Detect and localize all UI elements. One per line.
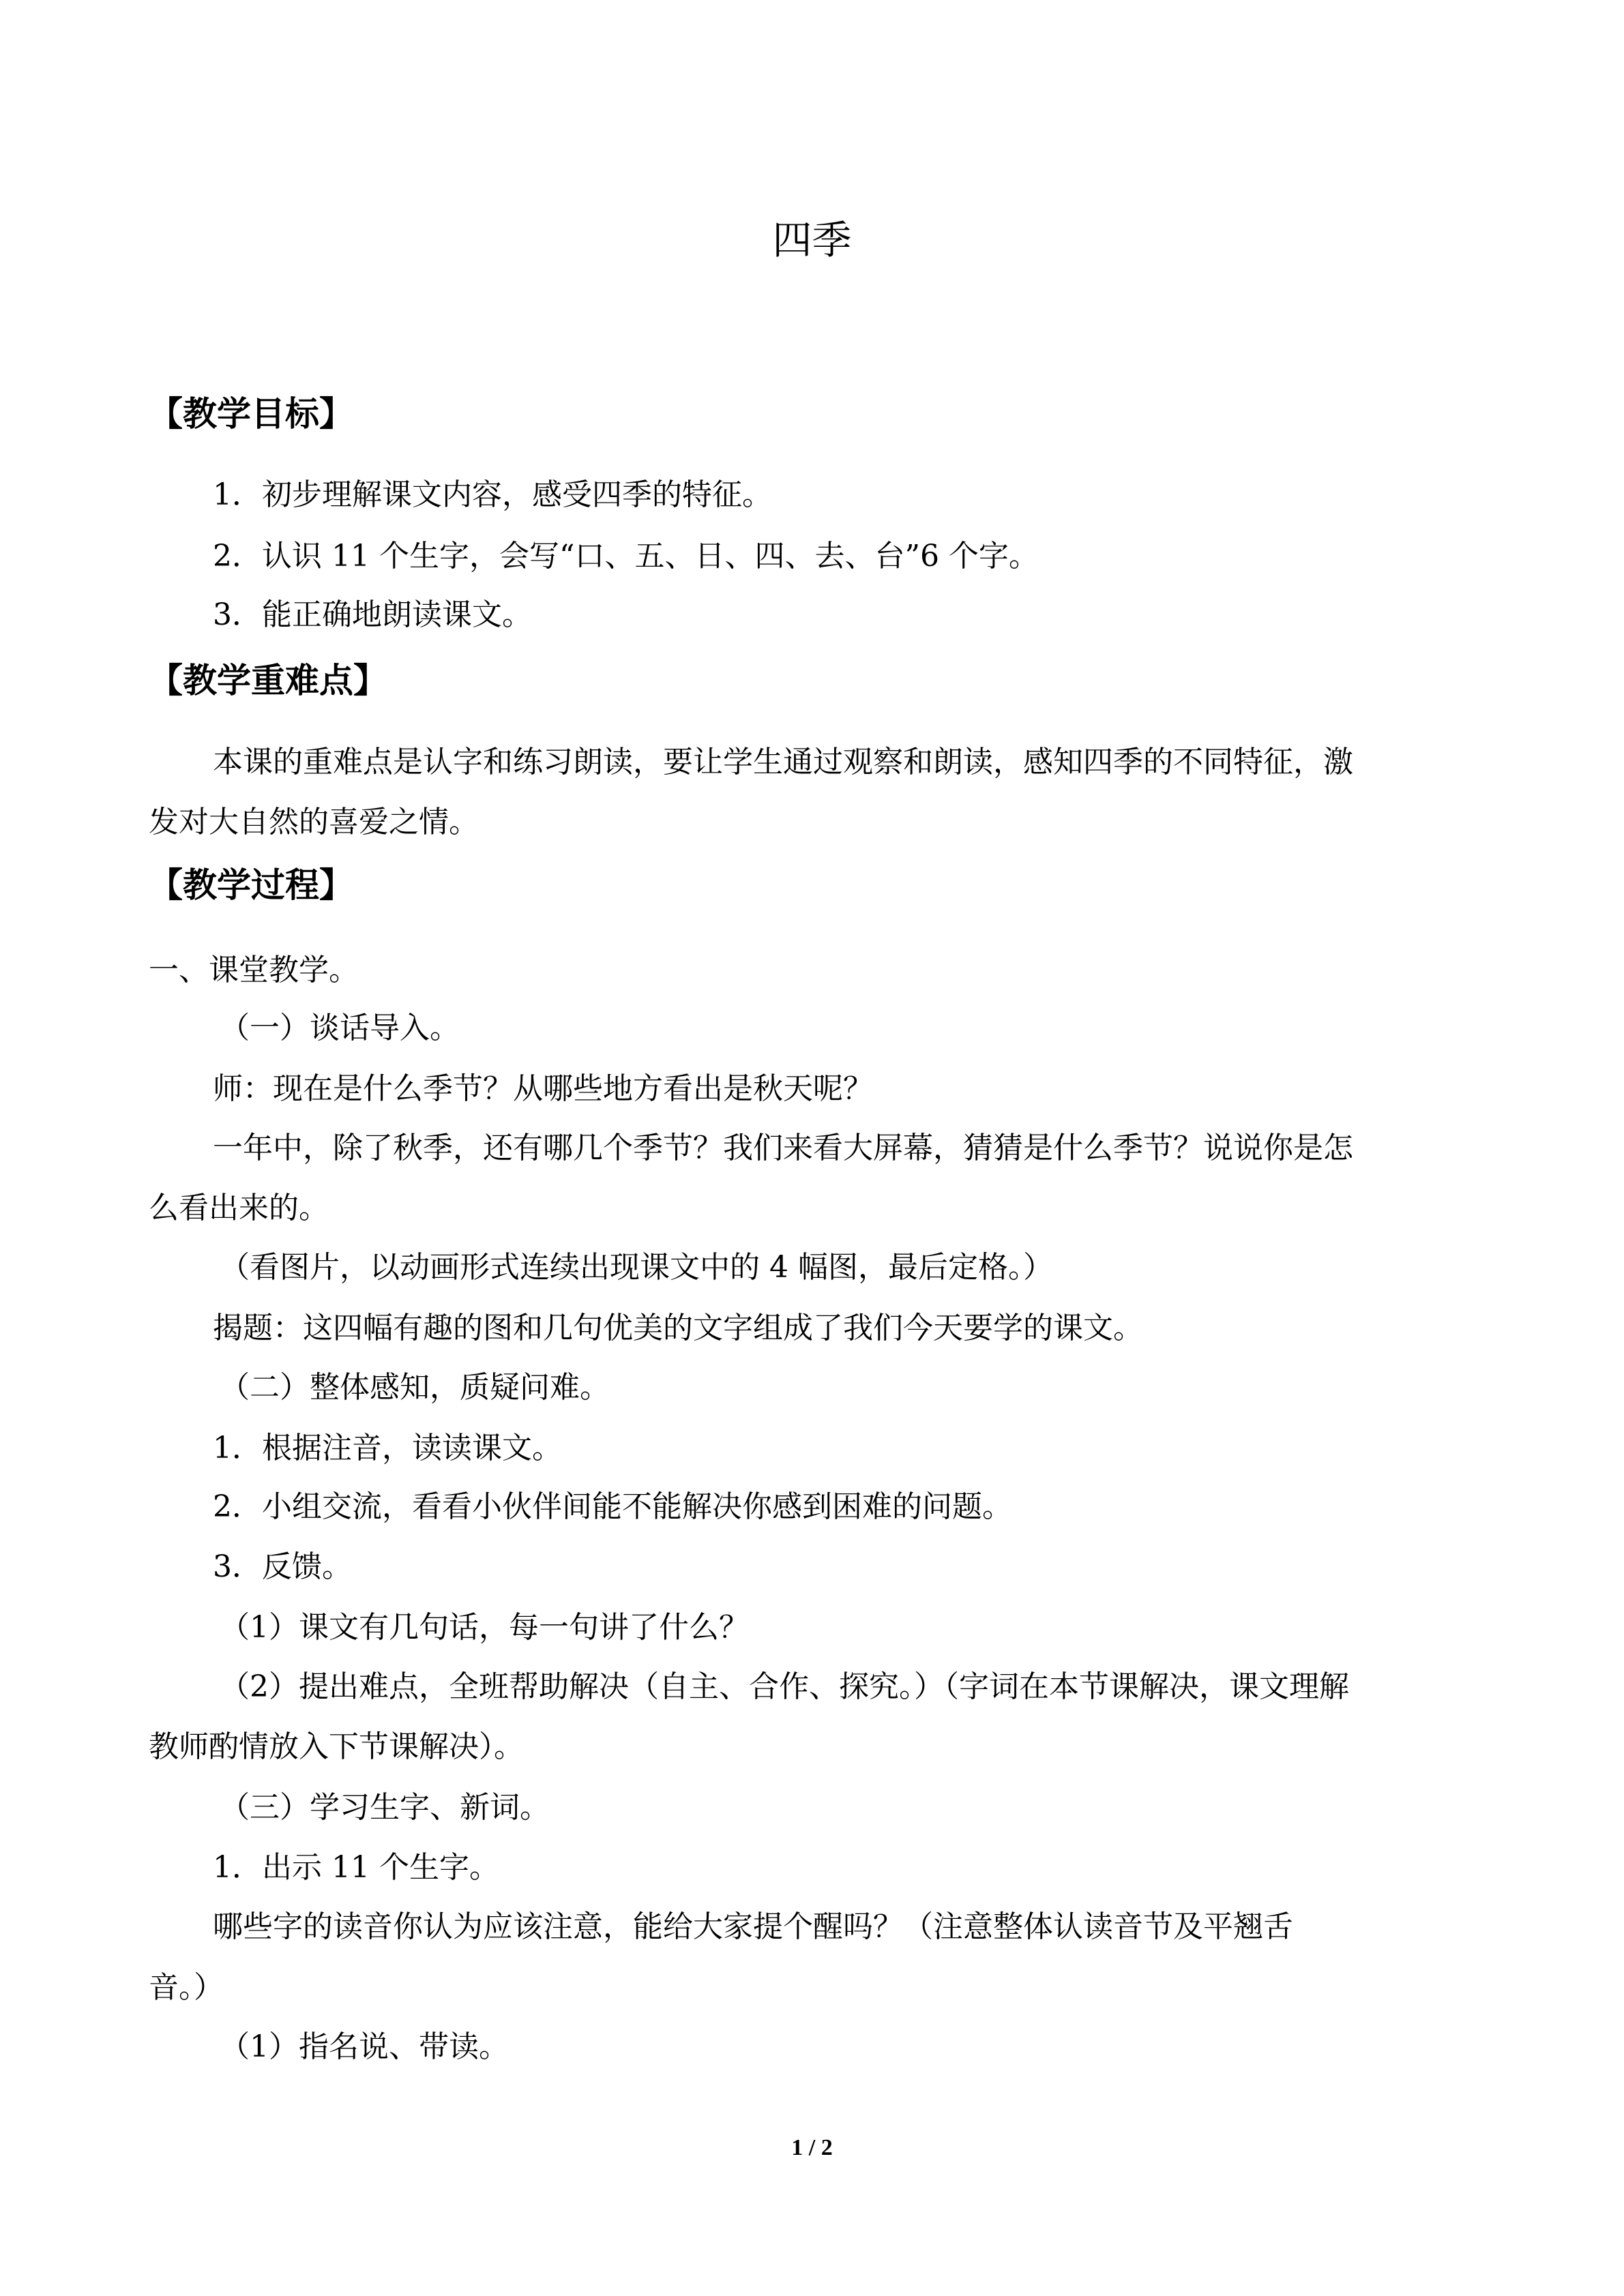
paragraph-line: 1．出示 11 个生字。 (213, 1850, 499, 1885)
document-title: 四季 (772, 217, 852, 263)
paragraph-line: 么看出来的。 (149, 1191, 329, 1225)
paragraph-line: 3．反馈。 (213, 1549, 352, 1584)
paragraph-line: 本课的重难点是认字和练习朗读，要让学生通过观察和朗读，感知四季的不同特征，激 (213, 745, 1353, 779)
paragraph-line: （1）课文有几句话，每一句讲了什么？ (220, 1610, 749, 1645)
paragraph-line: （2）提出难点，全班帮助解决（自主、合作、探究。）（字词在本节课解决，课文理解 (220, 1669, 1349, 1704)
goal-item: 3．能正确地朗读课文。 (213, 597, 532, 632)
section-heading-process: 【教学过程】 (149, 865, 353, 905)
section-heading-key-points: 【教学重难点】 (149, 661, 387, 700)
paragraph-line: （二）整体感知，质疑问难。 (220, 1370, 610, 1405)
goal-item: 1．初步理解课文内容，感受四季的特征。 (213, 477, 772, 512)
paragraph-line: 音。） (149, 1970, 224, 2005)
paragraph-line: 发对大自然的喜爱之情。 (149, 805, 479, 839)
section-heading-goals: 【教学目标】 (149, 394, 353, 434)
paragraph-line: 哪些字的读音你认为应该注意，能给大家提个醒吗？（注意整体认读音节及平翘舌 (213, 1909, 1293, 1944)
paragraph-line: （看图片，以动画形式连续出现课文中的 4 幅图，最后定格。） (220, 1250, 1053, 1285)
paragraph-line: 2．小组交流，看看小伙伴间能不能解决你感到困难的问题。 (213, 1489, 1012, 1524)
paragraph-line: （三）学习生字、新词。 (220, 1790, 550, 1825)
paragraph-line: 师：现在是什么季节？从哪些地方看出是秋天呢？ (213, 1071, 873, 1106)
paragraph-line: （1）指名说、带读。 (220, 2029, 509, 2064)
paragraph-line: 1．根据注音，读读课文。 (213, 1431, 562, 1465)
paragraph-line: 教师酌情放入下节课解决）。 (149, 1729, 524, 1764)
paragraph-line: 一年中，除了秋季，还有哪几个季节？我们来看大屏幕，猜猜是什么季节？说说你是怎 (213, 1131, 1353, 1165)
goal-item: 2．认识 11 个生字，会写“口、五、日、四、去、台”6 个字。 (213, 539, 1039, 573)
paragraph-line: 揭题：这四幅有趣的图和几句优美的文字组成了我们今天要学的课文。 (213, 1311, 1143, 1345)
paragraph-line: （一）谈话导入。 (220, 1011, 460, 1045)
paragraph-line: 一、课堂教学。 (149, 953, 359, 987)
page-number: 1 / 2 (791, 2135, 833, 2160)
